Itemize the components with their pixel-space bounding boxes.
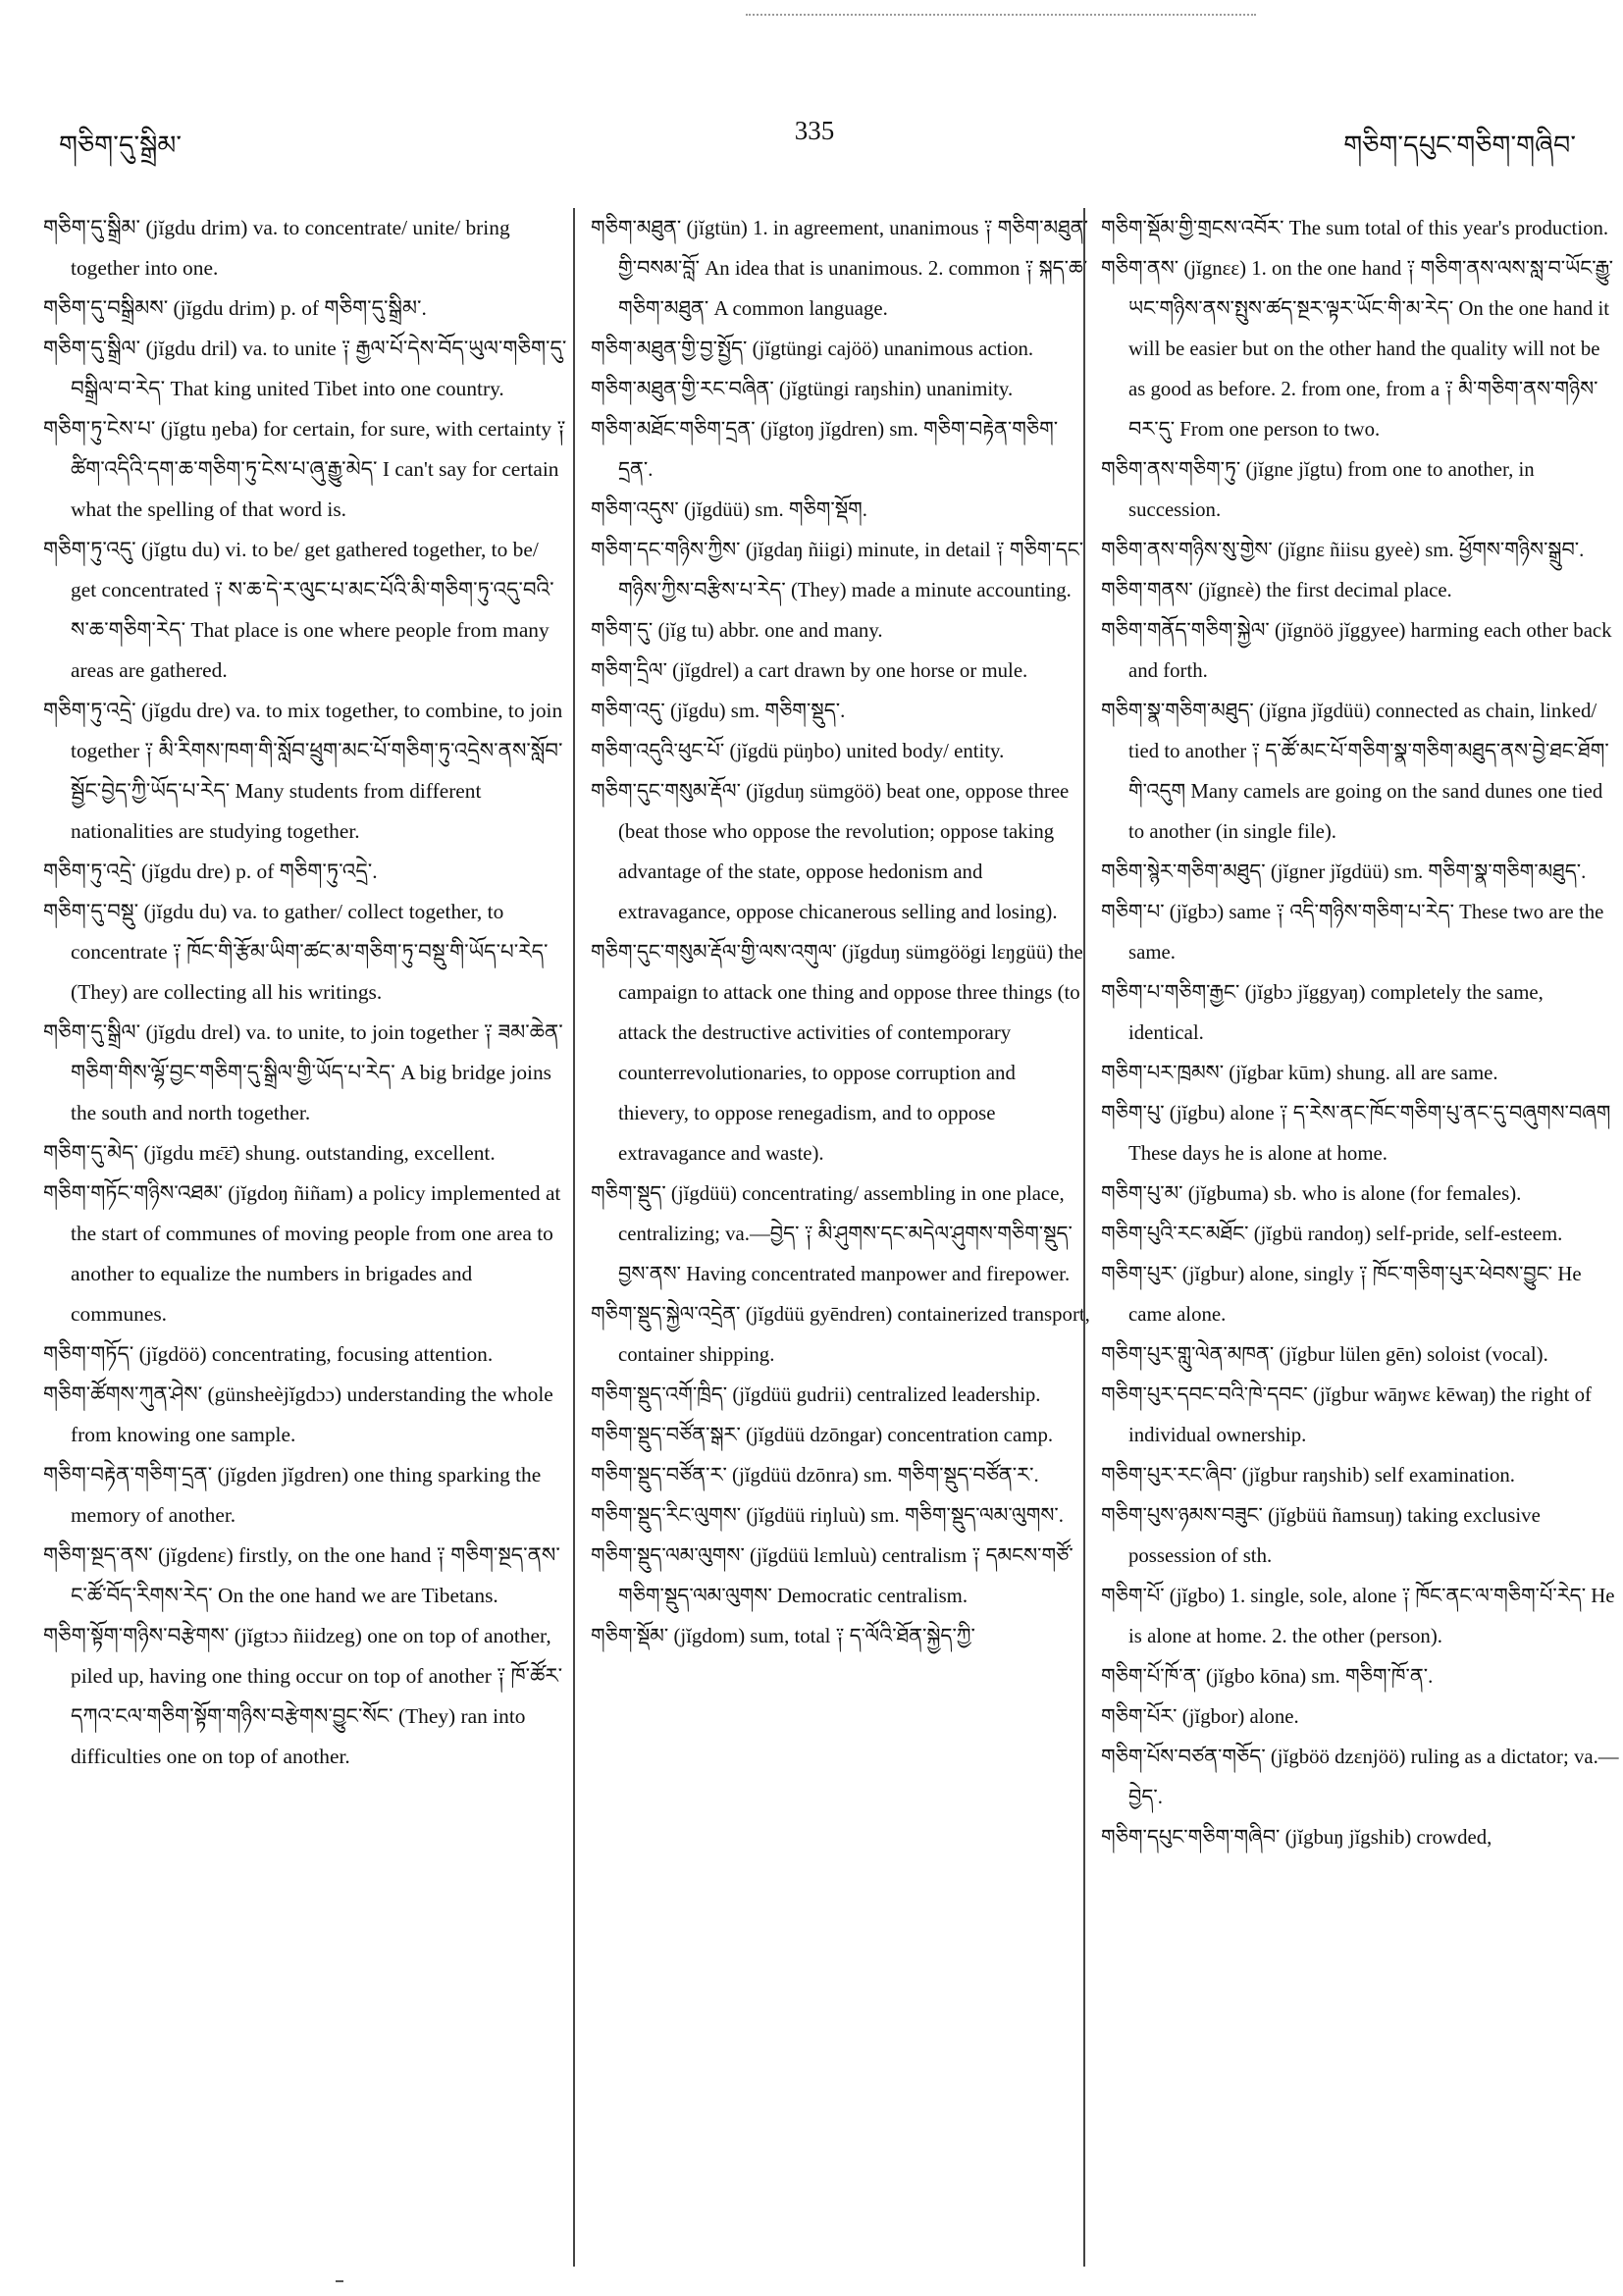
dictionary-entry: གཅིག་གཏོང་གཉིས་འཐམ་ (jĭgdoŋ ñiñam) a policy implemented at the start of communes of moving people from one area to another to equalize the numbers in brigades and communes. bbox=[43, 1181, 561, 1326]
dictionary-entry: གཅིག་དུ་མེད་ (jĭgdu mɛ̄ɛ̄) shung. outstanding, excellent. bbox=[43, 1141, 496, 1165]
column-middle bbox=[573, 208, 1091, 2267]
dictionary-entry: གཅིག་མཐུན་གྱི་བྱ་སྤྱོད་ (jĭgtüngi cajöö) unanimous action. bbox=[591, 338, 1034, 360]
dictionary-entry: གཅིག་པོར་ (jĭgbor) alone. bbox=[1101, 1705, 1299, 1728]
dictionary-entry: གཅིག་ཏུ་འདྲེ་ (jĭgdu dre) va. to mix together, to combine, to join together ༑ མི་རིགས་ཁག་གི་སློབ་ཕྲུག་མང་པོ་གཅིག་ཏུ་འདྲེས་ནས་སློབ་སྦྱོང་བྱེད་ཀྱི་ཡོད་པ་རེད་ Many students from different nationalities are studying together. bbox=[43, 699, 563, 843]
dictionary-entry: གཅིག་དུང་གསུམ་རྡོལ་གྱི་ལས་འགུལ་ (jĭgduŋ sümgöögi lɛŋgüü) the campaign to attack one thing and oppose three things (to attack the destructive activities of contemporary counterrevolutionaries, to oppose corruption and thievery, to oppose renegadism, and to oppose extravagance and waste). bbox=[591, 941, 1083, 1165]
dictionary-entry: གཅིག་སྡུད་བཙོན་ར་ (jĭgdüü dzōnra) sm. གཅིག་སྡུད་བཙོན་ར་. bbox=[591, 1464, 1039, 1487]
dictionary-entry: གཅིག་པོས་བཙན་གཅོད་ (jĭgböö dzɛnjöö) ruling as a dictator; va.—བྱེད་. bbox=[1101, 1746, 1619, 1808]
dictionary-entry: གཅིག་པུའི་རང་མཐོང་ (jĭgbü randoŋ) self-pride, self-esteem. bbox=[1101, 1223, 1563, 1245]
dictionary-entry: གཅིག་སྙེར་གཅིག་མཐུད་ (jĭgner jĭgdüü) sm. གཅིག་སྣ་གཅིག་མཐུད་. bbox=[1101, 861, 1587, 883]
dictionary-entry: གཅིག་དུ་བསྡུ་ (jĭgdu du) va. to gather/ collect together, to concentrate ༑ ཁོང་གི་རྩོམ་ཡིག་ཚང་མ་གཅིག་ཏུ་བསྡུ་གི་ཡོད་པ་རེད་ (They) are collecting all his writings. bbox=[43, 900, 549, 1004]
dictionary-entry: གཅིག་གནས་ (jĭgnɛè) the first decimal place. bbox=[1101, 579, 1452, 601]
dictionary-entry: གཅིག་སྡོམ་ (jĭgdom) sum, total ༑ ད་ལོའི་ཐོན་སྐྱེད་ཀྱི་ bbox=[591, 1625, 975, 1647]
dictionary-entry: གཅིག་གཏོད་ (jĭgdöö) concentrating, focusing attention. bbox=[43, 1342, 494, 1366]
dictionary-entry: གཅིག་དྲིལ་ (jĭgdrel) a cart drawn by one horse or mule. bbox=[591, 659, 1028, 682]
dictionary-entry: གཅིག་ཏུ་འདྲེ་ (jĭgdu dre) p. of གཅིག་ཏུ་འདྲེ་. bbox=[43, 860, 378, 883]
dictionary-entry: གཅིག་དུ་སྒྲིམ་ (jĭgdu drim) va. to concentrate/ unite/ bring together into one. bbox=[43, 216, 510, 280]
dictionary-entry: གཅིག་པུར་དབང་བའི་ཁེ་དབང་ (jĭgbur wāŋwɛ kēwaŋ) the right of individual ownership. bbox=[1101, 1383, 1592, 1446]
dictionary-entry: གཅིག་པུ་ (jĭgbu) alone ༑ ད་རེས་ནང་ཁོང་གཅིག་པུ་ནང་དུ་བཞུགས་བཞག These days he is alone at home. bbox=[1101, 1102, 1611, 1165]
column-left bbox=[43, 208, 568, 2267]
dictionary-entry: གཅིག་འདུའི་ཕུང་པོ་ (jĭgdü püŋbo) united body/ entity. bbox=[591, 740, 1005, 762]
dictionary-entry: གཅིག་དུ་སྒྲིལ་ (jĭgdu dril) va. to unite ༑ རྒྱལ་པོ་དེས་བོད་ཡུལ་གཅིག་དུ་བསྒྲིལ་བ་རེད་ That king united Tibet into one country. bbox=[43, 337, 567, 400]
dictionary-entry: གཅིག་པུར་གླུ་ལེན་མཁན་ (jĭgbur lülen gēn) soloist (vocal). bbox=[1101, 1343, 1548, 1366]
dictionary-entry: གཅིག་ནས་ (jĭgnɛɛ) 1. on the one hand ༑ གཅིག་ནས་ལས་སླ་བ་ཡོང་རྒྱུ་ཡང་གཉིས་ནས་སྤུས་ཚད་སྔར་ལྟར་ཡོང་གི་མ་རེད་ On the one hand it will be easier but on the other hand the quality will not be as good as before. 2. from one, from a ༑ མི་གཅིག་ནས་གཉིས་བར་དུ་ From one person to two. bbox=[1101, 257, 1613, 441]
dictionary-entry: གཅིག་སྣ་གཅིག་མཐུད་ (jĭgna jĭgdüü) connected as chain, linked/ tied to another ༑ ད་ཚོ་མང་པོ་གཅིག་སྣ་གཅིག་མཐུད་ནས་བྱེ་ཐང་ཐོག་གི་འདུག Many camels are going on the sand dunes one tied to another (in single file). bbox=[1101, 700, 1609, 843]
dictionary-entry: གཅིག་པོ་ (jĭgbo) 1. single, sole, alone ༑ ཁོང་ནང་ལ་གཅིག་པོ་རེད་ He is alone at home. 2. the other (person). bbox=[1101, 1585, 1615, 1647]
dictionary-entry: གཅིག་དང་གཉིས་ཀྱིས་ (jĭgdaŋ ñiigi) minute, in detail ༑ གཅིག་དང་གཉིས་ཀྱིས་བརྩིས་པ་རེད་ (They) made a minute accounting. bbox=[591, 539, 1084, 601]
dictionary-entry: གཅིག་ཏུ་འདུ་ (jĭgtu du) vi. to be/ get gathered together, to be/ get concentrated ༑ ས་ཆ་དེ་ར་ལུང་པ་མང་པོའི་མི་གཅིག་ཏུ་འདུ་བའི་ས་ཆ་གཅིག་རེད་ That place is one where people from many areas are gathered. bbox=[43, 538, 554, 682]
dictionary-entry: གཅིག་དུ་སྒྲིལ་ (jĭgdu drel) va. to unite, to join together ༑ ཟམ་ཆེན་གཅིག་གིས་ལྷོ་བྱང་གཅིག་དུ་སྒྲིལ་གྱི་ཡོད་པ་རེད་ A big bridge joins the south and north together. bbox=[43, 1020, 563, 1124]
dictionary-entry: གཅིག་འདུ་ (jĭgdu) sm. གཅིག་སྡུད་. bbox=[591, 700, 846, 722]
dictionary-entry: གཅིག་པ་གཅིག་རྒྱང་ (jĭgbɔ jĭggyaŋ) completely the same, identical. bbox=[1101, 981, 1544, 1044]
dictionary-entry: གཅིག་འདུས་ (jĭgdüü) sm. གཅིག་སྡོག. bbox=[591, 498, 867, 521]
dictionary-entry: གཅིག་དུང་གསུམ་རྡོལ་ (jĭgduŋ sümgöö) beat one, oppose three (beat those who oppose the revolution; oppose taking advantage of the state, oppose hedonism and extravagance, oppose chicanerous selling and losing). bbox=[591, 780, 1070, 923]
dictionary-entry: གཅིག་སྡོམ་གྱི་གྲངས་འབོར་ The sum total of this year's production. bbox=[1101, 217, 1609, 239]
column-right bbox=[1083, 208, 1621, 2267]
dictionary-entry: གཅིག་སྡུད་ལམ་ལུགས་ (jĭgdüü lɛmluù) centralism ༑ དམངས་གཙོ་གཅིག་སྡུད་ལམ་ལུགས་ Democratic centralism. bbox=[591, 1544, 1073, 1607]
dictionary-entry: གཅིག་སྡུད་བཙོན་སྒར་ (jĭgdüü dzōngar) concentration camp. bbox=[591, 1424, 1054, 1446]
dictionary-entry: གཅིག་པུར་རང་ཞིབ་ (jĭgbur raŋshib) self examination. bbox=[1101, 1464, 1515, 1487]
running-header-left: གཅིག་དུ་སྒྲིམ་ bbox=[59, 130, 183, 160]
dictionary-entry: གཅིག་དུ་བསྒྲིམས་ (jĭgdu drim) p. of གཅིག་དུ་སྒྲིམ་. bbox=[43, 296, 427, 320]
dictionary-entry: གཅིག་བརྟེན་གཅིག་དྲན་ (jĭgden jĭgdren) one thing sparking the memory of another. bbox=[43, 1463, 542, 1527]
running-header-right: གཅིག་དཔུང་གཅིག་གཞིབ་ bbox=[1343, 130, 1576, 160]
dictionary-entry: གཅིག་ནས་གཅིག་ཏུ་ (jĭgne jĭgtu) from one to another, in succession. bbox=[1101, 458, 1535, 521]
dictionary-entry: གཅིག་སྡུད་ (jĭgdüü) concentrating/ assembling in one place, centralizing; va.—བྱེད་ ༑ མི་ཤུགས་དང་མདེལ་ཤུགས་གཅིག་སྡུད་བྱས་ནས་ Having concentrated manpower and firepower. bbox=[591, 1182, 1073, 1285]
dictionary-entry: གཅིག་པུས་ཉམས་བཟུང་ (jĭgbüü ñamsuŋ) taking exclusive possession of sth. bbox=[1101, 1504, 1541, 1567]
dictionary-entry: གཅིག་སྡུད་རིང་ལུགས་ (jĭgdüü riŋluù) sm. གཅིག་སྡུད་ལམ་ལུགས་. bbox=[591, 1504, 1064, 1527]
dictionary-entry: གཅིག་མཐོང་གཅིག་དྲན་ (jĭgtoŋ jĭgdren) sm. གཅིག་བརྟེན་གཅིག་དྲན་. bbox=[591, 418, 1059, 481]
dictionary-entry: གཅིག་དུ་ (jĭg tu) abbr. one and many. bbox=[591, 619, 883, 642]
top-scan-mark bbox=[746, 14, 1256, 16]
dictionary-entry: གཅིག་པུར་ (jĭgbur) alone, singly ༑ ཁོང་གཅིག་པུར་ཕེབས་བྱུང་ He came alone. bbox=[1101, 1263, 1582, 1326]
dictionary-entry: གཅིག་པོ་ཁོ་ན་ (jĭgbo kōna) sm. གཅིག་ཁོ་ན་. bbox=[1101, 1665, 1434, 1688]
dictionary-entry: གཅིག་སྟོག་གཉིས་བརྩེགས་ (jĭgtɔɔ ñiidzeg) one on top of another, piled up, having one thing occur on top of another ༑ ཁོ་ཚོར་དཀའ་ངལ་གཅིག་སྟོག་གཉིས་བརྩེགས་བྱུང་སོང་ (They) ran into difficulties one on top of another. bbox=[43, 1624, 563, 1768]
dictionary-entry: གཅིག་མཐུན་གྱི་རང་བཞིན་ (jĭgtüngi raŋshin) unanimity. bbox=[591, 378, 1014, 400]
dictionary-entry: གཅིག་པར་ཁྲམས་ (jĭgbar kūm) shung. all are same. bbox=[1101, 1062, 1498, 1084]
dictionary-entry: གཅིག་མཐུན་ (jĭgtün) 1. in agreement, unanimous ༑ གཅིག་མཐུན་གྱི་བསམ་བློ་ An idea that is unanimous. 2. common ༑ སྐད་ཆ་གཅིག་མཐུན་ A common language. bbox=[591, 217, 1088, 320]
dictionary-entry: གཅིག་སྡུད་སྐྱེལ་འདྲེན་ (jĭgdüü gyēndren) containerized transport, container shipping. bbox=[591, 1303, 1090, 1366]
dictionary-entry: གཅིག་སྔད་ནས་ (jĭgdenɛ) firstly, on the one hand ༑ གཅིག་སྔད་ནས་ང་ཚོ་བོད་རིགས་རེད་ On the one hand we are Tibetans. bbox=[43, 1543, 560, 1607]
bottom-scan-mark bbox=[336, 2280, 343, 2282]
page-number: 335 bbox=[794, 116, 835, 145]
dictionary-entry: གཅིག་ཏུ་ངེས་པ་ (jĭgtu ŋeba) for certain, for sure, with certainty ༑ ཚིག་འདིའི་དག་ཆ་གཅིག་ཏུ་ངེས་པ་ཞུ་རྒྱུ་མེད་ I can't say for certain what the spelling of that word is. bbox=[43, 417, 566, 521]
dictionary-entry: གཅིག་ནས་གཉིས་སུ་གྱེས་ (jĭgnɛ ñiisu gyeè) sm. ཕྱོགས་གཉིས་སྒྲུབ་. bbox=[1101, 539, 1585, 561]
dictionary-entry: གཅིག་གནོད་གཅིག་སྐྱེལ་ (jĭgnöö jĭggyee) harming each other back and forth. bbox=[1101, 619, 1612, 682]
dictionary-entry: གཅིག་ཚོགས་ཀུན་ཤེས་ (günsheèjĭgdɔɔ) understanding the whole from knowing one sample. bbox=[43, 1383, 553, 1446]
dictionary-entry: གཅིག་པ་ (jĭgbɔ) same ༑ འདི་གཉིས་གཅིག་པ་རེད་ These two are the same. bbox=[1101, 901, 1604, 964]
dictionary-entry: གཅིག་སྡུད་འགོ་ཁྲིད་ (jĭgdüü gudrii) centralized leadership. bbox=[591, 1383, 1041, 1406]
dictionary-entry: གཅིག་དཔུང་གཅིག་གཞིབ་ (jĭgbuŋ jĭgshib) crowded, bbox=[1101, 1826, 1492, 1849]
dictionary-entry: གཅིག་པུ་མ་ (jĭgbuma) sb. who is alone (for females). bbox=[1101, 1182, 1522, 1205]
